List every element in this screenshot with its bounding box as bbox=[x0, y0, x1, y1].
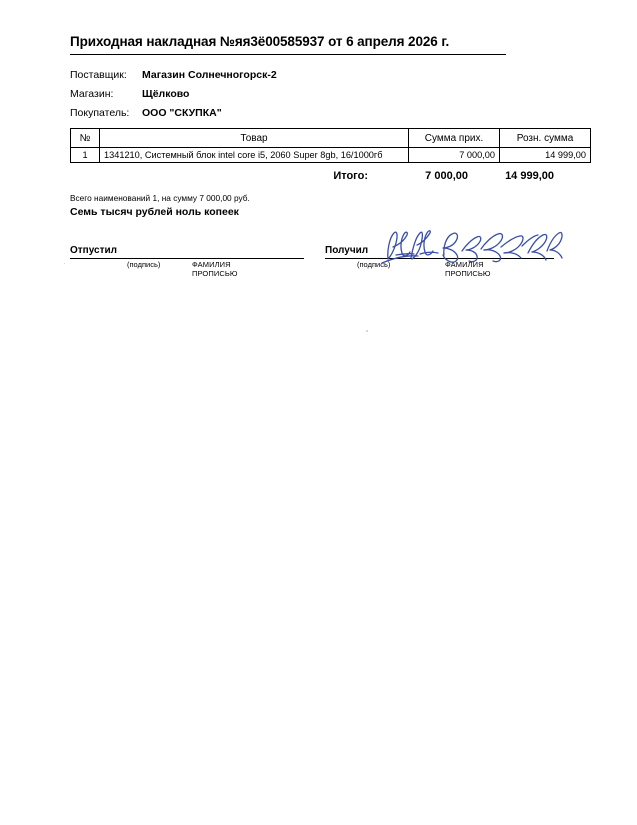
field-store-value: Щёлково bbox=[142, 88, 190, 100]
table-header-row bbox=[71, 129, 591, 148]
cell-incoming-sum: 7 000,00 bbox=[409, 148, 500, 163]
signature-issued-name-caption: ФАМИЛИЯ ПРОПИСЬЮ bbox=[192, 260, 238, 278]
field-supplier-value: Магазин Солнечногорск-2 bbox=[142, 69, 277, 81]
field-buyer-value: ООО "СКУПКА" bbox=[142, 107, 222, 119]
summary-line: Всего наименований 1, на сумму 7 000,00 руб. bbox=[70, 193, 250, 203]
signature-received-label: Получил bbox=[325, 245, 369, 256]
field-supplier-label: Поставщик: bbox=[70, 69, 127, 81]
field-buyer bbox=[70, 107, 570, 119]
cell-retail-sum: 14 999,00 bbox=[500, 148, 591, 163]
signature-area bbox=[70, 245, 554, 285]
signature-received-name-caption: ФАМИЛИЯ ПРОПИСЬЮ bbox=[445, 260, 491, 278]
signature-issued-label: Отпустил bbox=[70, 245, 117, 256]
field-supplier bbox=[70, 69, 570, 81]
scan-artifact bbox=[366, 330, 368, 332]
field-store bbox=[70, 88, 570, 100]
column-header-incoming-sum: Сумма прих. bbox=[409, 129, 500, 148]
column-header-number: № bbox=[71, 129, 100, 148]
invoice-body bbox=[70, 34, 586, 285]
field-store-label: Магазин: bbox=[70, 88, 114, 100]
page-title: Приходная накладная №яя3ё00585937 от 6 апреля 2026 г. bbox=[70, 34, 506, 55]
signature-issued-rule bbox=[70, 258, 304, 259]
signature-received-rule bbox=[325, 258, 554, 259]
scan-artifact bbox=[64, 263, 65, 264]
items-table bbox=[70, 128, 591, 163]
cell-product: 1341210, Системный блок intel core i5, 2060 Super 8gb, 16/1000гб bbox=[100, 148, 409, 163]
column-header-product: Товар bbox=[100, 129, 409, 148]
column-header-retail-sum: Розн. сумма bbox=[500, 129, 591, 148]
totals-incoming-sum: 7 000,00 bbox=[425, 170, 468, 182]
signature-received-caption: (подпись) bbox=[357, 260, 391, 269]
table-row bbox=[71, 148, 591, 163]
signature-issued-caption: (подпись) bbox=[127, 260, 161, 269]
field-buyer-label: Покупатель: bbox=[70, 107, 130, 119]
totals-retail-sum: 14 999,00 bbox=[505, 170, 554, 182]
cell-number: 1 bbox=[71, 148, 100, 163]
summary-amount-in-words: Семь тысяч рублей ноль копеек bbox=[70, 206, 239, 218]
totals-row bbox=[70, 170, 554, 182]
totals-label: Итого: bbox=[333, 170, 368, 182]
